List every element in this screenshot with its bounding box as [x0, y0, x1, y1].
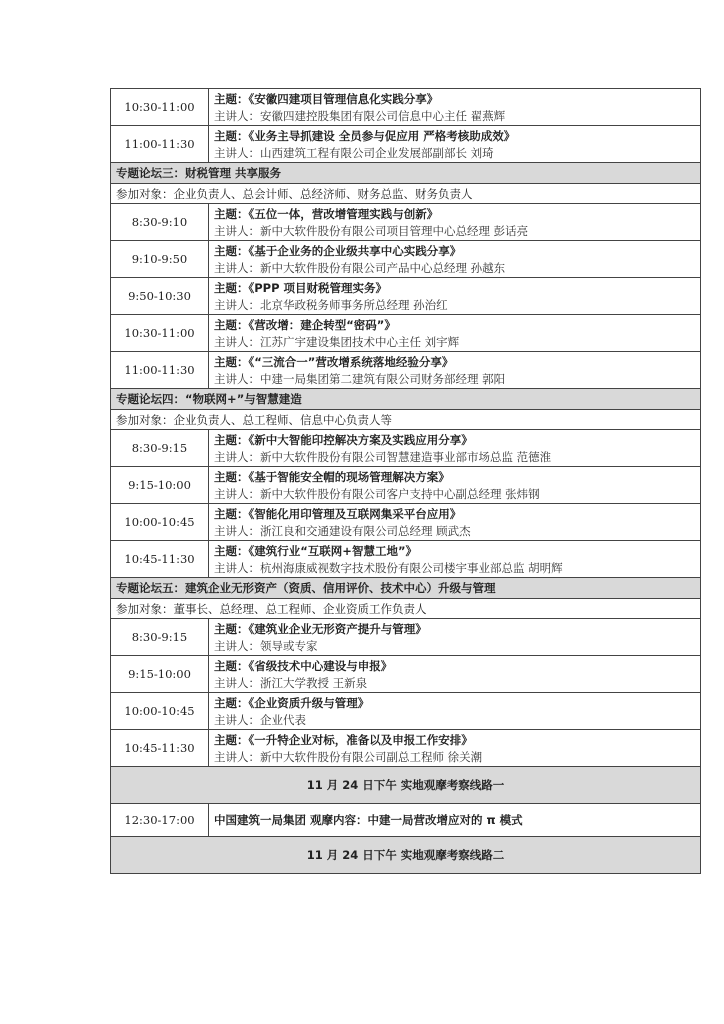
table-row [111, 352, 701, 389]
table-row [111, 467, 701, 504]
session-topic: 主题：《PPP 项目财税管理实务》 [214, 281, 388, 295]
session-time: 10:45-11:30 [111, 541, 209, 578]
table-row [111, 730, 701, 767]
session-detail [209, 619, 701, 656]
table-row [111, 619, 701, 656]
session-speaker: 主讲人：企业代表 [214, 712, 306, 727]
session-time: 10:45-11:30 [111, 730, 209, 767]
session-speaker: 主讲人：中建一局集团第二建筑有限公司财务部经理 郭阳 [214, 371, 506, 386]
attendees-row [111, 410, 701, 430]
session-speaker: 主讲人：新中大软件股份有限公司客户支持中心副总经理 张炜钢 [214, 486, 540, 501]
session-topic: 主题：《智能化用印管理及互联网集采平台应用》 [214, 507, 462, 521]
session-speaker: 主讲人：新中大软件股份有限公司产品中心总经理 孙越东 [214, 260, 506, 275]
session-speaker: 主讲人：新中大软件股份有限公司智慧建造事业部市场总监 范德淮 [214, 449, 552, 464]
table-row [111, 804, 701, 837]
session-speaker: 主讲人：安徽四建控股集团有限公司信息中心主任 翟燕辉 [214, 108, 506, 123]
forum-title: 专题论坛五：建筑企业无形资产（资质、信用评价、技术中心）升级与管理 [111, 578, 701, 599]
agenda-page [110, 88, 701, 874]
session-topic: 主题：《建筑业企业无形资产提升与管理》 [214, 622, 427, 636]
session-topic: 主题：《营改增：建企转型“密码”》 [214, 318, 396, 332]
session-speaker: 主讲人：浙江大学教授 王新泉 [214, 675, 368, 690]
table-row [111, 241, 701, 278]
session-time: 9:15-10:00 [111, 656, 209, 693]
session-detail [209, 89, 701, 126]
session-detail [209, 204, 701, 241]
session-detail [209, 730, 701, 767]
tour-title: 11 月 24 日下午 实地观摩考察线路一 [111, 767, 701, 804]
session-topic: 主题：《“三流合一”营改增系统落地经验分享》 [214, 355, 454, 369]
session-speaker: 主讲人：山西建筑工程有限公司企业发展部副部长 刘琦 [214, 145, 494, 160]
tour-time: 12:30-17:00 [111, 804, 209, 837]
table-row [111, 315, 701, 352]
table-row [111, 204, 701, 241]
session-topic: 主题：《基于智能安全帽的现场管理解决方案》 [214, 470, 450, 484]
session-time: 9:10-9:50 [111, 241, 209, 278]
table-row [111, 504, 701, 541]
table-row [111, 278, 701, 315]
session-detail [209, 656, 701, 693]
session-detail [209, 352, 701, 389]
session-topic: 主题：《企业资质升级与管理》 [214, 696, 370, 710]
agenda-table [110, 88, 701, 874]
forum-attendees: 参加对象：企业负责人、总工程师、信息中心负责人等 [111, 410, 701, 430]
session-speaker: 主讲人：浙江良和交通建设有限公司总经理 顾武杰 [214, 523, 471, 538]
tour-header-row [111, 837, 701, 874]
session-detail [209, 430, 701, 467]
session-detail [209, 278, 701, 315]
session-detail [209, 126, 701, 163]
session-time: 9:15-10:00 [111, 467, 209, 504]
session-time: 10:00-10:45 [111, 504, 209, 541]
table-row [111, 89, 701, 126]
forum-title: 专题论坛四：“物联网+”与智慧建造 [111, 389, 701, 410]
attendees-row [111, 184, 701, 204]
session-time: 10:00-10:45 [111, 693, 209, 730]
tour-title: 11 月 24 日下午 实地观摩考察线路二 [111, 837, 701, 874]
forum-title: 专题论坛三：财税管理 共享服务 [111, 163, 701, 184]
session-topic: 主题：《五位一体，营改增管理实践与创新》 [214, 207, 439, 221]
session-topic: 主题：《建筑行业“互联网+智慧工地”》 [214, 544, 417, 558]
session-speaker: 主讲人：新中大软件股份有限公司项目管理中心总经理 彭话亮 [214, 223, 529, 238]
session-detail [209, 241, 701, 278]
forum-header-row [111, 578, 701, 599]
table-row [111, 693, 701, 730]
session-time: 8:30-9:10 [111, 204, 209, 241]
tour-detail: 中国建筑一局集团 观摩内容：中建一局营改增应对的 π 模式 [209, 804, 701, 837]
session-time: 8:30-9:15 [111, 430, 209, 467]
forum-attendees: 参加对象：董事长、总经理、总工程师、企业资质工作负责人 [111, 599, 701, 619]
session-detail [209, 541, 701, 578]
session-detail [209, 693, 701, 730]
session-topic: 主题：《业务主导抓建设 全员参与促应用 严格考核助成效》 [214, 129, 516, 143]
session-detail [209, 467, 701, 504]
forum-header-row [111, 389, 701, 410]
session-time: 10:30-11:00 [111, 89, 209, 126]
session-topic: 主题：《省级技术中心建设与申报》 [214, 659, 393, 673]
tour-header-row [111, 767, 701, 804]
session-speaker: 主讲人：北京华政税务师事务所总经理 孙治红 [214, 297, 448, 312]
table-row [111, 430, 701, 467]
session-speaker: 主讲人：江苏广宇建设集团技术中心主任 刘宇辉 [214, 334, 460, 349]
session-time: 10:30-11:00 [111, 315, 209, 352]
table-row [111, 541, 701, 578]
forum-header-row [111, 163, 701, 184]
forum-attendees: 参加对象：企业负责人、总会计师、总经济师、财务总监、财务负责人 [111, 184, 701, 204]
table-row [111, 656, 701, 693]
session-topic: 主题：《一升特企业对标，准备以及申报工作安排》 [214, 733, 473, 747]
session-time: 8:30-9:15 [111, 619, 209, 656]
session-topic: 主题：《基于企业务的企业级共享中心实践分享》 [214, 244, 462, 258]
table-row [111, 126, 701, 163]
session-topic: 主题：《新中大智能印控解决方案及实践应用分享》 [214, 433, 473, 447]
session-topic: 主题：《安徽四建项目管理信息化实践分享》 [214, 92, 439, 106]
session-time: 11:00-11:30 [111, 352, 209, 389]
session-speaker: 主讲人：新中大软件股份有限公司副总工程师 徐关潮 [214, 749, 483, 764]
session-detail [209, 315, 701, 352]
attendees-row [111, 599, 701, 619]
session-time: 9:50-10:30 [111, 278, 209, 315]
session-speaker: 主讲人：杭州海康威视数字技术股份有限公司楼宇事业部总监 胡明辉 [214, 560, 563, 575]
session-time: 11:00-11:30 [111, 126, 209, 163]
session-speaker: 主讲人：领导或专家 [214, 638, 318, 653]
session-detail [209, 504, 701, 541]
